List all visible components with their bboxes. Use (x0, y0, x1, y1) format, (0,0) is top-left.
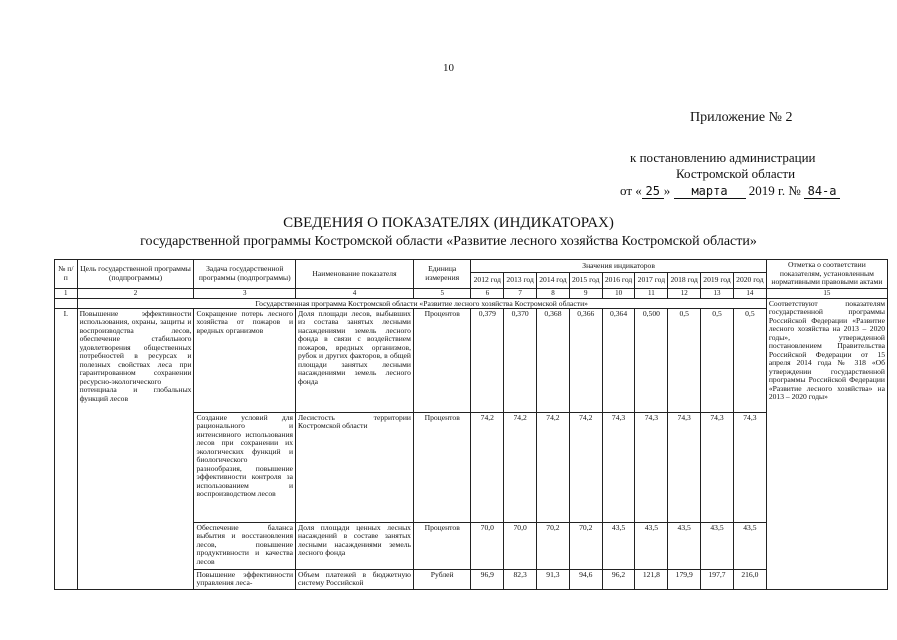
indicator-cell: Объем платежей в бюджетную систему Российской (296, 569, 414, 589)
unit-cell: Рублей (413, 569, 470, 589)
date-mid: » (663, 183, 671, 198)
value-cell: 43,5 (733, 522, 766, 569)
column-number: 15 (766, 288, 887, 298)
column-number: 13 (701, 288, 734, 298)
year-header: 2013 год (504, 272, 537, 288)
value-cell: 43,5 (668, 522, 701, 569)
indicator-cell: Лесистость территории Костромской области (296, 412, 414, 522)
column-number: 4 (296, 288, 414, 298)
value-cell: 0,5 (668, 308, 701, 412)
value-cell: 0,368 (537, 308, 570, 412)
value-cell: 0,379 (471, 308, 504, 412)
decree-number: 84-а (804, 184, 840, 199)
value-cell: 0,366 (569, 308, 602, 412)
year-header: 2014 год (537, 272, 570, 288)
header-indicator: Наименование показателя (296, 260, 414, 289)
date-prefix: от « (620, 183, 642, 198)
column-number: 6 (471, 288, 504, 298)
year-header: 2019 год (701, 272, 734, 288)
compliance-note: Соответствуют показателям государственной программы Российской Федерации «Развитие лесного хозяйства на 2013 – 2020 годы», утвержденной постановлением Правительства Российской Федерации от 15 апреля 2014 года № 318 «Об утверждении государственной программы Российской Федерации «Развитие лесного хозяйства» на 2013 – 2020 годы» (766, 298, 887, 589)
value-cell: 74,2 (569, 412, 602, 522)
column-number: 14 (733, 288, 766, 298)
year-header: 2018 год (668, 272, 701, 288)
column-number: 1 (55, 288, 78, 298)
date-year-number: 2019 г. № (748, 183, 801, 198)
year-header: 2016 год (602, 272, 635, 288)
value-cell: 197,7 (701, 569, 734, 589)
header-unit: Единица измерения (413, 260, 470, 289)
date-day: 25 (642, 184, 664, 199)
indicators-table (54, 259, 888, 590)
value-cell: 74,2 (471, 412, 504, 522)
column-number: 10 (602, 288, 635, 298)
header-num: № п/п (55, 260, 78, 289)
year-header: 2017 год (635, 272, 668, 288)
column-number: 2 (77, 288, 194, 298)
column-number: 8 (537, 288, 570, 298)
value-cell: 74,3 (701, 412, 734, 522)
decree-reference-line-1: к постановлению администрации (630, 150, 816, 165)
decree-reference-line-2: Костромской области (676, 166, 796, 181)
column-numbers-row (55, 288, 888, 298)
task-cell: Сокращение потерь лесного хозяйства от пожаров и вредных организмов (194, 308, 296, 412)
value-cell: 70,0 (471, 522, 504, 569)
value-cell: 74,2 (537, 412, 570, 522)
task-cell: Повышение эффективности управления леса- (194, 569, 296, 589)
value-cell: 70,0 (504, 522, 537, 569)
column-number: 12 (668, 288, 701, 298)
value-cell: 74,3 (602, 412, 635, 522)
goal-cell: Повышение эффективности использования, охраны, защиты и воспроизводства лесов, обеспечение стабильного удовлетворения общественных потребностей в ресурсах и полезных свойствах леса при гарантированном сохранении ресурсно-экологического потенциала и глобальных функций лесов (77, 308, 194, 589)
value-cell: 0,500 (635, 308, 668, 412)
document-subtitle: государственной программы Костромской области «Развитие лесного хозяйства Костромской области» (140, 234, 757, 249)
value-cell: 70,2 (569, 522, 602, 569)
document-title: СВЕДЕНИЯ О ПОКАЗАТЕЛЯХ (ИНДИКАТОРАХ) (283, 215, 614, 231)
date-month: марта (674, 184, 746, 199)
value-cell: 91,3 (537, 569, 570, 589)
value-cell: 70,2 (537, 522, 570, 569)
value-cell: 179,9 (668, 569, 701, 589)
unit-cell: Процентов (413, 308, 470, 412)
appendix-label: Приложение № 2 (690, 110, 793, 125)
page-number: 10 (443, 62, 454, 74)
unit-cell: Процентов (413, 412, 470, 522)
header-values-group: Значения индикаторов (471, 260, 766, 273)
header-task: Задача государственной программы (подпрограммы) (194, 260, 296, 289)
value-cell: 74,3 (733, 412, 766, 522)
value-cell: 43,5 (602, 522, 635, 569)
value-cell: 96,2 (602, 569, 635, 589)
unit-cell: Процентов (413, 522, 470, 569)
value-cell: 0,370 (504, 308, 537, 412)
column-number: 9 (569, 288, 602, 298)
value-cell: 43,5 (701, 522, 734, 569)
value-cell: 74,2 (504, 412, 537, 522)
year-header: 2012 год (471, 272, 504, 288)
row-number: I. (55, 308, 78, 589)
column-number: 7 (504, 288, 537, 298)
program-title-row: Государственная программа Костромской области «Развитие лесного хозяйства Костромской области» (77, 298, 766, 308)
value-cell: 74,3 (668, 412, 701, 522)
decree-date-line (620, 183, 840, 199)
year-header: 2020 год (733, 272, 766, 288)
value-cell: 216,0 (733, 569, 766, 589)
table-row (55, 308, 888, 412)
value-cell: 0,5 (701, 308, 734, 412)
value-cell: 74,3 (635, 412, 668, 522)
indicator-cell: Доля площади ценных лесных насаждений в составе занятых лесными насаждениями земель лесного фонда (296, 522, 414, 569)
year-header: 2015 год (569, 272, 602, 288)
value-cell: 121,8 (635, 569, 668, 589)
value-cell: 82,3 (504, 569, 537, 589)
header-compliance: Отметка о соответствии показателям, установленным нормативными правовыми актами (766, 260, 887, 289)
value-cell: 94,6 (569, 569, 602, 589)
value-cell: 0,364 (602, 308, 635, 412)
header-goal: Цель государственной программы (подпрограммы) (77, 260, 194, 289)
column-number: 11 (635, 288, 668, 298)
task-cell: Создание условий для рационального и интенсивного использования лесов при сохранении их экологических функций и биологического разнообразия, повышение эффективности контроля за использованием и воспроизводством лесов (194, 412, 296, 522)
column-number: 3 (194, 288, 296, 298)
task-cell: Обеспечение баланса выбытия и восстановления лесов, повышение продуктивности и качества лесов (194, 522, 296, 569)
column-number: 5 (413, 288, 470, 298)
value-cell: 96,9 (471, 569, 504, 589)
value-cell: 0,5 (733, 308, 766, 412)
indicator-cell: Доля площади лесов, выбывших из состава занятых лесными насаждениями земель лесного фонда в связи с воздействием пожаров, вредных организмов, рубок и других факторов, в общей площади занятых лесными насаждениями земель лесного фонда (296, 308, 414, 412)
value-cell: 43,5 (635, 522, 668, 569)
